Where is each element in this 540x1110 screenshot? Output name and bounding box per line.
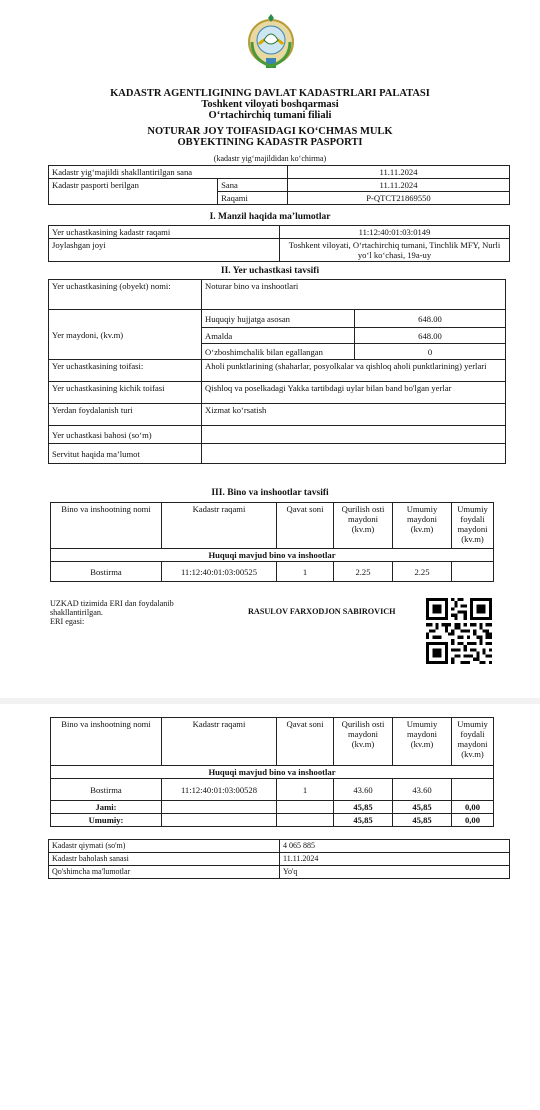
subtotal-useful-area: 0,00	[452, 801, 494, 814]
passport-number-value: P-QTCT21869550	[288, 192, 510, 205]
eds-owner-name: RASULOV FARXODJON SABIROVICH	[248, 607, 396, 616]
subtotal-footprint-area: 45,85	[334, 801, 393, 814]
buildings-table-page1	[50, 502, 494, 582]
buildings-table-page2	[50, 717, 494, 827]
col-total-area: Umumiy maydoni (kv.m)	[393, 503, 452, 549]
building-floors: 1	[277, 562, 334, 582]
building-footprint-area: 43.60	[334, 779, 393, 801]
cadastral-value: 4 065 885	[280, 840, 510, 853]
section-1-title: I. Manzil haqida ma’lumotlar	[209, 212, 331, 222]
document-title-line1: NOTURAR JOY TOIFASIDAGI KO‘CHMAS MULK	[147, 126, 393, 137]
building-floors: 1	[277, 779, 334, 801]
section-3-title: III. Bino va inshootlar tavsifi	[211, 488, 329, 498]
table-row	[51, 779, 494, 801]
passport-number-label: Raqami	[218, 192, 288, 205]
issued-label: Kadastr pasporti berilgan	[49, 179, 218, 205]
section-2-title: II. Yer uchastkasi tavsifi	[220, 266, 320, 276]
building-useful-area	[452, 562, 494, 582]
cadastral-number-label: Yer uchastkasining kadastr raqami	[49, 226, 280, 239]
formed-date-value: 11.11.2024	[288, 166, 510, 179]
actual-area-value: 648.00	[355, 328, 506, 344]
land-usage-value: Xizmat ko‘rsatish	[202, 404, 506, 426]
total-footprint-area: 45,85	[334, 814, 393, 827]
building-useful-area	[452, 779, 494, 801]
land-price-value	[202, 426, 506, 444]
subtotal-floors	[277, 801, 334, 814]
col-footprint-area: Qurilish osti maydoni (kv.m)	[334, 718, 393, 766]
table-row	[51, 562, 494, 582]
total-useful-area: 0,00	[452, 814, 494, 827]
servitude-value	[202, 444, 506, 464]
building-cadastral-number: 11:12:40:01:03:00528	[162, 779, 277, 801]
document-subtitle: (kadastr yig‘majildidan ko‘chirma)	[213, 154, 327, 163]
actual-area-label: Amalda	[202, 328, 355, 344]
legal-area-label: Huquqiy hujjatga asosan	[202, 310, 355, 328]
col-useful-area: Umumiy foydali maydoni (kv.m)	[452, 718, 494, 766]
col-total-area: Umumiy maydoni (kv.m)	[393, 718, 452, 766]
cadastral-value-label: Kadastr qiymati (so'm)	[49, 840, 280, 853]
building-name: Bostirma	[51, 562, 162, 582]
col-footprint-area: Qurilish osti maydoni (kv.m)	[334, 503, 393, 549]
passport-info-table	[48, 165, 510, 205]
extra-info-value: Yo'q	[280, 866, 510, 879]
land-price-label: Yer uchastkasi bahosi (so‘m)	[49, 426, 202, 444]
total-cadastral	[162, 814, 277, 827]
building-footprint-area: 2.25	[334, 562, 393, 582]
col-building-name: Bino va inshootning nomi	[51, 718, 162, 766]
land-usage-label: Yerdan foydalanish turi	[49, 404, 202, 426]
col-floors: Qavat soni	[277, 503, 334, 549]
land-area-label: Yer maydoni, (kv.m)	[49, 310, 202, 360]
col-floors: Qavat soni	[277, 718, 334, 766]
building-name: Bostirma	[51, 779, 162, 801]
building-total-area: 43.60	[393, 779, 452, 801]
col-cadastral-number: Kadastr raqami	[162, 503, 277, 549]
eds-line2: shakllantirilgan.	[50, 608, 103, 617]
col-useful-area: Umumiy foydali maydoni (kv.m)	[452, 503, 494, 549]
valuation-date-label: Kadastr baholash sanasi	[49, 853, 280, 866]
rights-group-label: Huquqi mavjud bino va inshootlar	[51, 766, 494, 779]
total-floors	[277, 814, 334, 827]
subtotal-cadastral	[162, 801, 277, 814]
qr-code-icon	[426, 598, 492, 664]
building-cadastral-number: 11:12:40:01:03:00525	[162, 562, 277, 582]
land-subcategory-label: Yer uchastkasining kichik toifasi	[49, 382, 202, 404]
location-value: Toshkent viloyati, O‘rtachirchiq tumani, Tinchlik MFY, Nurli yo‘l ko‘chasi, 19a-uy	[280, 239, 510, 262]
land-description-table	[48, 279, 506, 464]
legal-area-value: 648.00	[355, 310, 506, 328]
total-label: Umumiy:	[51, 814, 162, 827]
total-total-area: 45,85	[393, 814, 452, 827]
address-table	[48, 225, 510, 262]
agency-name: KADASTR AGENTLIGINING DAVLAT KADASTRLARI PALATASI	[110, 88, 430, 99]
document-page-2	[0, 704, 540, 1110]
location-label: Joylashgan joyi	[49, 239, 280, 262]
col-building-name: Bino va inshootning nomi	[51, 503, 162, 549]
land-subcategory-value: Qishloq va poselkadagi Yakka tartibdagi uylar bilan band bo'lgan yerlar	[202, 382, 506, 404]
state-emblem-icon	[246, 14, 296, 74]
formed-date-label: Kadastr yig‘majildi shakllantirilgan sana	[49, 166, 288, 179]
eds-line1: UZKAD tizimida ERI dan foydalanib	[50, 599, 174, 608]
valuation-date-value: 11.11.2024	[280, 853, 510, 866]
land-category-label: Yer uchastkasining toifasi:	[49, 360, 202, 382]
branch-office: O‘rtachirchiq tumani filiali	[208, 110, 332, 121]
self-occupied-value: 0	[355, 344, 506, 360]
issue-date-value: 11.11.2024	[288, 179, 510, 192]
object-name-label: Yer uchastkasining (obyekt) nomi:	[49, 280, 202, 310]
building-total-area: 2.25	[393, 562, 452, 582]
document-title-line2: OBYEKTINING KADASTR PASPORTI	[177, 137, 363, 148]
land-category-value: Aholi punktlarining (shaharlar, posyolkalar va qishloq aholi punktlarining) yerlari	[202, 360, 506, 382]
valuation-table	[48, 839, 510, 879]
region-office: Toshkent viloyati boshqarmasi	[201, 99, 339, 110]
subtotal-row	[51, 801, 494, 814]
self-occupied-label: O‘zboshimchalik bilan egallangan	[202, 344, 355, 360]
subtotal-label: Jami:	[51, 801, 162, 814]
extra-info-label: Qo'shimcha ma'lumotlar	[49, 866, 280, 879]
issue-date-label: Sana	[218, 179, 288, 192]
subtotal-total-area: 45,85	[393, 801, 452, 814]
rights-group-label: Huquqi mavjud bino va inshootlar	[51, 549, 494, 562]
col-cadastral-number: Kadastr raqami	[162, 718, 277, 766]
cadastral-number-value: 11:12:40:01:03:0149	[280, 226, 510, 239]
object-name-value: Noturar bino va inshootlari	[202, 280, 506, 310]
servitude-label: Servitut haqida ma’lumot	[49, 444, 202, 464]
eds-line3: ERI egasi:	[50, 617, 85, 626]
total-row	[51, 814, 494, 827]
